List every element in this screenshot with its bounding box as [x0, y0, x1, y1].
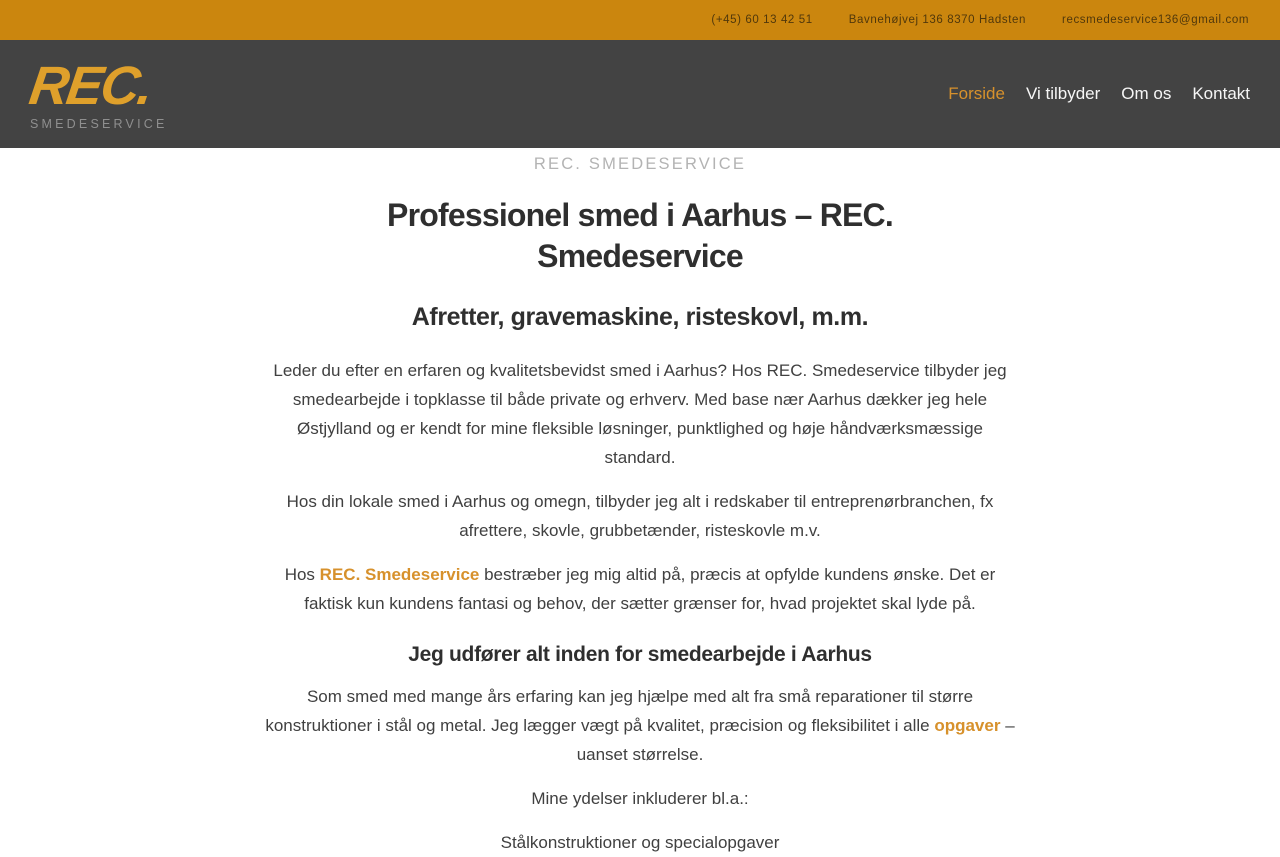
- top-contact-bar: [0, 0, 1280, 40]
- intro-paragraph-1: Leder du efter en erfaren og kvalitetsbevidst smed i Aarhus? Hos REC. Smedeservice tilbyder jeg smedearbejde i topklasse til både private og erhverv. Med base nær Aarhus dækker jeg hele Østjylland og er kendt for mine fleksible løsninger, punktlighed og høje håndværksmæssige standard.: [273, 361, 1007, 467]
- paragraph-text: – uanset størrelse.: [576, 716, 1015, 764]
- phone-number: (+45) 60 13 42 51: [711, 14, 813, 26]
- eyebrow-heading: REC. SMEDESERVICE: [533, 155, 747, 173]
- section-heading: Jeg udfører alt inden for smedearbejde i Aarhus: [408, 643, 872, 666]
- address: Bavnehøjvej 136 8370 Hadsten: [848, 14, 1027, 26]
- main-navigation: [948, 84, 1250, 104]
- nav-item-kontakt[interactable]: Kontakt: [1192, 84, 1250, 103]
- logo-subtext: SMEDESERVICE: [30, 117, 168, 131]
- intro-paragraph-2: Hos din lokale smed i Aarhus og omegn, tilbyder jeg alt i redskaber til entreprenørbranchen, fx afrettere, skovle, grubbetænder, risteskovle m.v.: [286, 492, 994, 540]
- service-item: Stålkonstruktioner og specialopgaver: [500, 833, 780, 852]
- site-logo[interactable]: [25, 56, 168, 131]
- email-address: recsmedeservice136@gmail.com: [1062, 14, 1249, 26]
- nav-item-vi-tilbyder[interactable]: Vi tilbyder: [1025, 84, 1101, 103]
- nav-item-om-os[interactable]: Om os: [1121, 84, 1172, 103]
- rec-smedeservice-link[interactable]: REC. Smedeservice: [319, 565, 480, 584]
- paragraph-text: Som smed med mange års erfaring kan jeg hjælpe med alt fra små reparationer til større konstruktioner i stål og metal. Jeg lægger vægt på kvalitet, præcision og fleksibilitet i alle: [265, 687, 974, 735]
- nav-item-forside[interactable]: Forside: [948, 84, 1005, 103]
- paragraph-text: Hos: [284, 565, 320, 584]
- main-content: [260, 155, 1020, 857]
- page-title: Professionel smed i Aarhus – REC. Smedeservice: [387, 197, 893, 274]
- site-header: [0, 40, 1280, 148]
- subtitle: Afretter, gravemaskine, risteskovl, m.m.: [411, 303, 869, 331]
- services-intro-line: Mine ydelser inkluderer bl.a.:: [531, 789, 749, 808]
- intro-paragraph-3: [260, 560, 1020, 618]
- services-paragraph: [260, 682, 1020, 769]
- paragraph-text: bestræber jeg mig altid på, præcis at opfylde kundens ønske. Det er faktisk kun kundens fantasi og behov, der sætter grænser for, hvad projektet skal lyde på.: [304, 565, 996, 613]
- opgaver-link[interactable]: opgaver: [934, 716, 1001, 735]
- logo-text: REC.: [25, 56, 156, 116]
